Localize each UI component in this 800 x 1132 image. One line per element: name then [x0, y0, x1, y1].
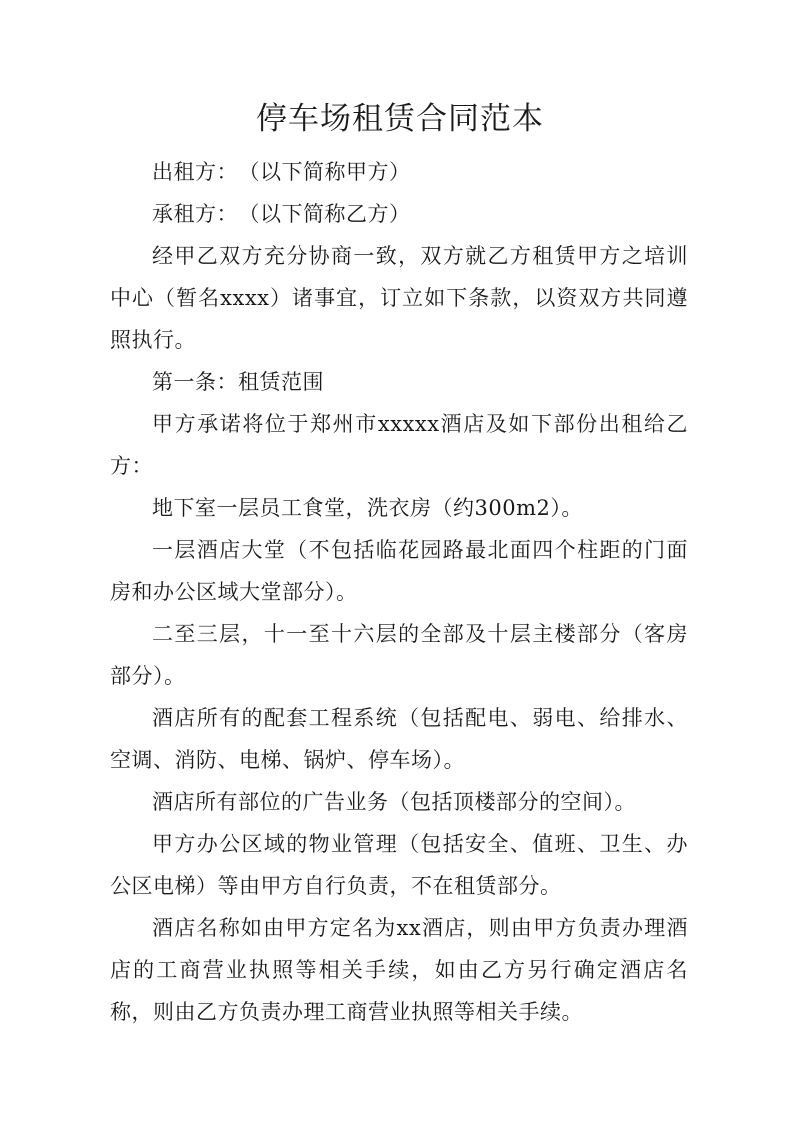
paragraph-lessee: 承租方： （以下简称乙方）	[152, 202, 411, 226]
paragraph: 一层酒店大堂（不包括临花园路最北面四个柱距的门面房和办公区域大堂部分）。	[110, 538, 688, 604]
paragraph: 酒店名称如由甲方定名为xx酒店，则由甲方负责办理酒店的工商营业执照等相关手续，如由乙方另行确定酒店名称，则由乙方负责办理工商营业执照等相关手续。	[110, 916, 688, 1024]
paragraph-lessor: 出租方： （以下简称甲方）	[152, 160, 411, 184]
paragraph-preamble: 经甲乙双方充分协商一致，双方就乙方租赁甲方之培训中心（暂名xxxx）诸事宜，订立如下条款，以资双方共同遵照执行。	[110, 244, 688, 352]
paragraph: 地下室一层员工食堂，洗衣房（约300m2）。	[152, 496, 583, 520]
paragraph: 二至三层，十一至十六层的全部及十层主楼部分（客房部分）。	[110, 622, 688, 688]
document-body	[110, 151, 688, 1033]
document-title: 停车场租赁合同范本	[256, 101, 544, 137]
paragraph: 甲方办公区域的物业管理（包括安全、值班、卫生、办公区电梯）等由甲方自行负责，不在租赁部分。	[110, 832, 688, 898]
paragraph-article-1-heading: 第一条：租赁范围	[152, 370, 324, 394]
paragraph: 酒店所有部位的广告业务（包括顶楼部分的空间）。	[152, 790, 636, 814]
paragraph: 酒店所有的配套工程系统（包括配电、弱电、给排水、空调、消防、电梯、锅炉、停车场）。	[110, 706, 688, 772]
paragraph: 甲方承诺将位于郑州市xxxxx酒店及如下部份出租给乙方：	[110, 412, 688, 478]
